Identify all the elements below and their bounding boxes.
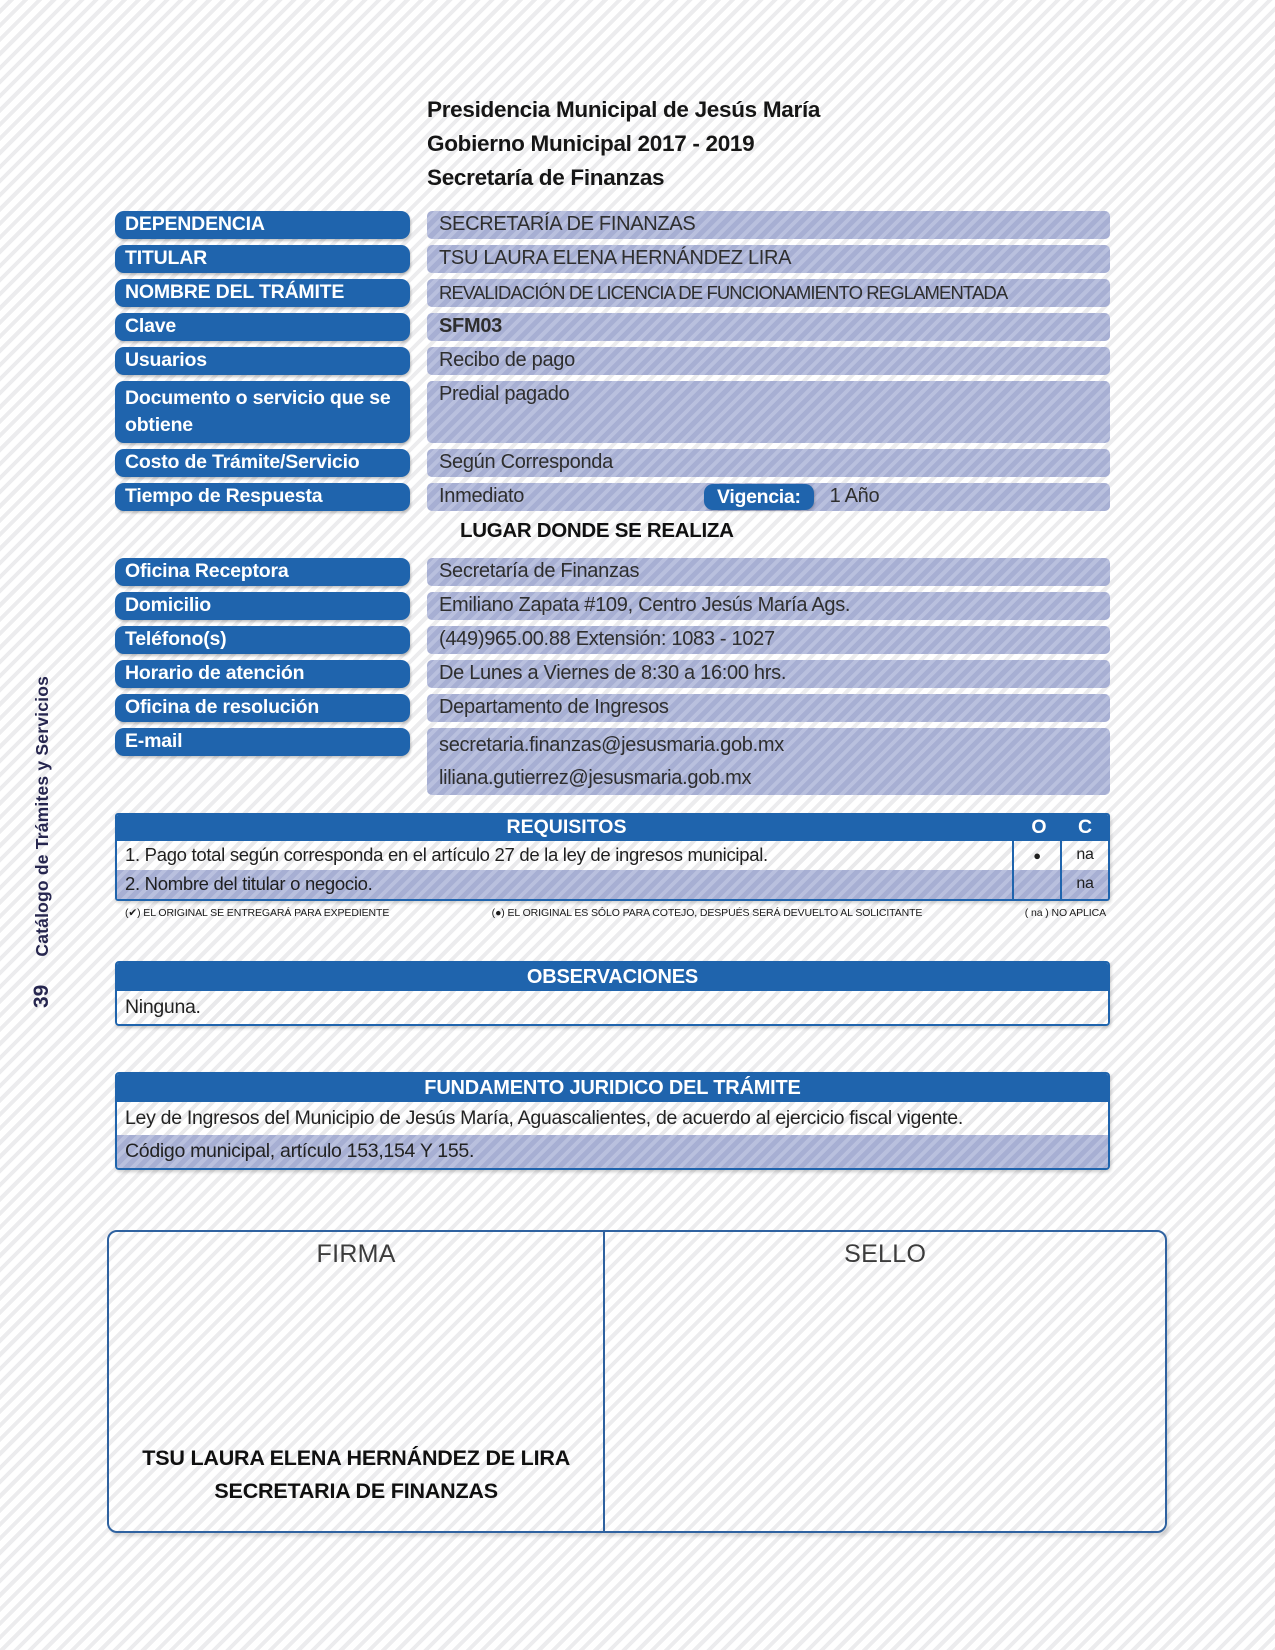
lugar-section xyxy=(115,558,1110,795)
requisito-text: 1. Pago total según corresponda en el artículo 27 de la ley de ingresos municipal. xyxy=(125,844,768,866)
field-row-nombre-tramite xyxy=(115,279,1110,307)
document-page xyxy=(115,0,1110,1533)
general-info-section xyxy=(115,211,1110,511)
observaciones-title: OBSERVACIONES xyxy=(117,963,1108,991)
requisito-original-mark xyxy=(1012,841,1060,870)
field-label: E-mail xyxy=(115,728,410,756)
section-title-lugar: LUGAR DONDE SE REALIZA xyxy=(460,518,734,542)
field-value: SECRETARÍA DE FINANZAS xyxy=(427,211,1110,239)
catalog-title: Catálogo de Trámites y Servicios xyxy=(32,675,52,957)
field-value-text: REVALIDACIÓN DE LICENCIA DE FUNCIONAMIENTO REGLAMENTADA xyxy=(439,281,1008,303)
field-row-documento xyxy=(115,381,1110,443)
field-value: SFM03 xyxy=(427,313,1110,341)
field-label: DEPENDENCIA xyxy=(115,211,410,239)
footnote-dot: (●) EL ORIGINAL ES SÓLO PARA COTEJO, DESPUÉS SERÁ DEVUELTO AL SOLICITANTE xyxy=(491,906,923,919)
email-address-2: liliana.gutierrez@jesusmaria.gob.mx xyxy=(439,766,752,789)
fundamento-line-2: Código municipal, artículo 153,154 Y 155. xyxy=(117,1135,1108,1168)
firma-cell xyxy=(109,1232,605,1531)
field-value: (449)965.00.88 Extensión: 1083 - 1027 xyxy=(427,626,1110,654)
field-label: Tiempo de Respuesta xyxy=(115,483,410,511)
field-value: TSU LAURA ELENA HERNÁNDEZ LIRA xyxy=(427,245,1110,273)
field-label: Usuarios xyxy=(115,347,410,375)
requisito-original-mark xyxy=(1012,870,1060,899)
header-line-2: Gobierno Municipal 2017 - 2019 xyxy=(427,131,755,157)
fundamento-title: FUNDAMENTO JURIDICO DEL TRÁMITE xyxy=(117,1074,1108,1102)
email-address-1: secretaria.finanzas@jesusmaria.gob.mx xyxy=(439,733,784,756)
field-label: Oficina Receptora xyxy=(115,558,410,586)
field-row-horario xyxy=(115,660,1110,688)
column-header-original: O xyxy=(1031,816,1047,839)
document-header xyxy=(427,0,1110,196)
field-label: TITULAR xyxy=(115,245,410,273)
field-label: Oficina de resolución xyxy=(115,694,410,722)
field-label: Clave xyxy=(115,313,410,341)
field-row-telefonos xyxy=(115,626,1110,654)
signer-name: TSU LAURA ELENA HERNÁNDEZ DE LIRA xyxy=(142,1445,571,1470)
field-value: Según Corresponda xyxy=(427,449,1110,477)
signer-title: SECRETARIA DE FINANZAS xyxy=(214,1479,498,1504)
field-value xyxy=(427,728,1110,795)
bullet-dot-icon: ● xyxy=(1033,847,1041,863)
footnote-na: ( na ) NO APLICA xyxy=(1024,906,1106,919)
field-label: Horario de atención xyxy=(115,660,410,688)
requisito-copia-mark: na xyxy=(1060,841,1108,870)
field-label: Domicilio xyxy=(115,592,410,620)
column-header-copia: C xyxy=(1077,816,1093,839)
footnote-check: (✔) EL ORIGINAL SE ENTREGARÁ PARA EXPEDIENTE xyxy=(125,906,390,919)
requisitos-title: REQUISITOS xyxy=(506,816,627,839)
field-row-titular xyxy=(115,245,1110,273)
requisitos-table xyxy=(115,813,1110,901)
field-value: Recibo de pago xyxy=(427,347,1110,375)
field-row-tiempo-respuesta xyxy=(115,483,1110,511)
field-row-oficina-receptora xyxy=(115,558,1110,586)
field-row-email xyxy=(115,728,1110,795)
firma-label: FIRMA xyxy=(316,1239,396,1268)
sello-label: SELLO xyxy=(844,1239,927,1268)
field-label: Teléfono(s) xyxy=(115,626,410,654)
field-label: Costo de Trámite/Servicio xyxy=(115,449,410,477)
field-row-domicilio xyxy=(115,592,1110,620)
field-row-dependencia xyxy=(115,211,1110,239)
header-line-3: Secretaría de Finanzas xyxy=(427,165,665,191)
sello-cell xyxy=(605,1232,1165,1531)
page-number: 39 xyxy=(30,984,53,1008)
fundamento-line-1: Ley de Ingresos del Municipio de Jesús María, Aguascalientes, de acuerdo al ejercicio fiscal vigente. xyxy=(117,1102,1108,1135)
requisito-copia-mark: na xyxy=(1060,870,1108,899)
observaciones-body: Ninguna. xyxy=(117,991,1108,1024)
field-label: NOMBRE DEL TRÁMITE xyxy=(115,279,410,307)
field-value: Departamento de Ingresos xyxy=(427,694,1110,722)
field-row-costo xyxy=(115,449,1110,477)
field-value: Secretaría de Finanzas xyxy=(427,558,1110,586)
firma-sello-box xyxy=(107,1230,1167,1533)
field-row-oficina-resolucion xyxy=(115,694,1110,722)
sidebar-vertical-text xyxy=(30,676,54,1008)
field-row-usuarios xyxy=(115,347,1110,375)
field-value: De Lunes a Viernes de 8:30 a 16:00 hrs. xyxy=(427,660,1110,688)
field-label: Documento o servicio que se obtiene xyxy=(115,381,410,443)
header-line-1: Presidencia Municipal de Jesús María xyxy=(427,97,821,122)
tiempo-respuesta-value: Inmediato xyxy=(439,485,525,508)
field-value xyxy=(427,483,1110,511)
fundamento-box xyxy=(115,1072,1110,1170)
requisito-text: 2. Nombre del titular o negocio. xyxy=(125,873,373,895)
observaciones-box xyxy=(115,961,1110,1026)
requisitos-footnotes xyxy=(125,907,1106,919)
vigencia-label: Vigencia: xyxy=(704,484,814,510)
field-value: Emiliano Zapata #109, Centro Jesús María Ags. xyxy=(427,592,1110,620)
signer-block xyxy=(142,1442,570,1509)
field-value: Predial pagado xyxy=(427,381,1110,443)
requisitos-header xyxy=(117,815,1108,841)
requisito-row-2 xyxy=(117,870,1108,899)
field-value xyxy=(427,279,1110,307)
requisito-row-1 xyxy=(117,841,1108,870)
vigencia-value: 1 Año xyxy=(829,485,880,508)
field-row-clave xyxy=(115,313,1110,341)
